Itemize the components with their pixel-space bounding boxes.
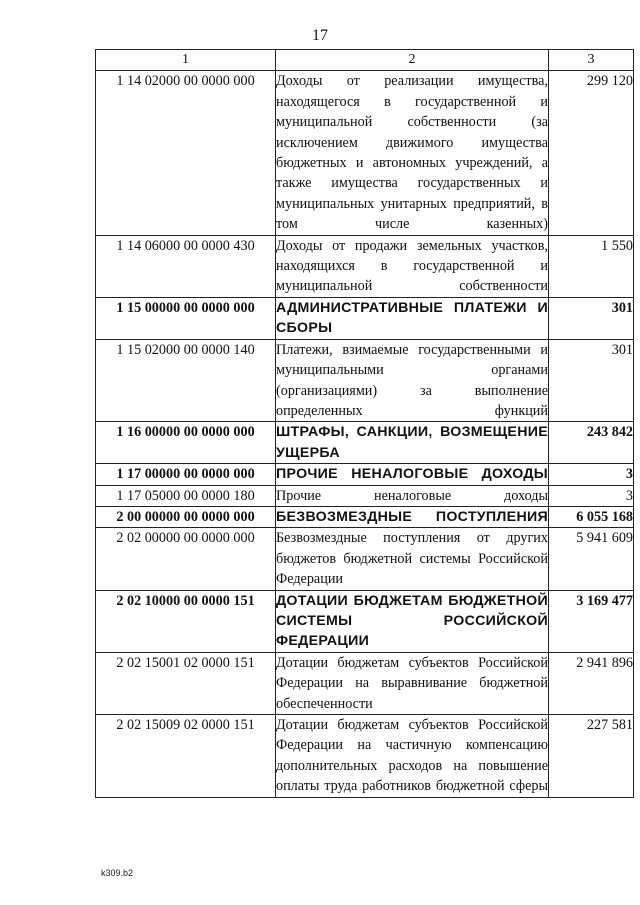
- row-code: 1 15 00000 00 0000 000: [96, 297, 276, 339]
- table-body: [96, 71, 634, 797]
- row-code: 2 02 00000 00 0000 000: [96, 528, 276, 590]
- table-row: [96, 464, 634, 485]
- budget-revenue-table: [95, 49, 634, 798]
- row-amount: 3 169 477: [549, 590, 634, 652]
- row-name: Дотации бюджетам субъектов Российской Федерации на выравнивание бюджетной обеспеченности: [276, 652, 549, 714]
- row-name: Доходы от реализации имущества, находящегося в государственной и муниципальной собственности (за исключением движимого имущества бюджетных и автономных учреждений, а также имущества государственных и муниципальных унитарных предприятий, в том числе казенных): [276, 71, 549, 235]
- column-header-code: 1: [96, 50, 276, 71]
- row-name: БЕЗВОЗМЕЗДНЫЕ ПОСТУПЛЕНИЯ: [276, 506, 549, 527]
- row-code: 1 16 00000 00 0000 000: [96, 422, 276, 464]
- row-amount: 5 941 609: [549, 528, 634, 590]
- row-amount: 1 550: [549, 235, 634, 297]
- table-row: [96, 652, 634, 714]
- page-number: 17: [312, 27, 328, 44]
- row-amount: 2 941 896: [549, 652, 634, 714]
- row-name: Доходы от продажи земельных участков, находящихся в государственной и муниципальной собственности: [276, 235, 549, 297]
- row-amount: 301: [549, 297, 634, 339]
- row-code: 2 02 15001 02 0000 151: [96, 652, 276, 714]
- row-amount: 299 120: [549, 71, 634, 235]
- row-amount: 3: [549, 485, 634, 506]
- row-amount: 243 842: [549, 422, 634, 464]
- row-name: Дотации бюджетам субъектов Российской Федерации на частичную компенсацию дополнительных расходов на повышение оплаты труда работников бюджетной сферы: [276, 715, 549, 798]
- row-code: 1 17 00000 00 0000 000: [96, 464, 276, 485]
- row-code: 2 02 10000 00 0000 151: [96, 590, 276, 652]
- table-row: [96, 590, 634, 652]
- row-amount: 227 581: [549, 715, 634, 798]
- table-row: [96, 339, 634, 422]
- table-row: [96, 715, 634, 798]
- table-header-row: [96, 50, 634, 71]
- table-row: [96, 506, 634, 527]
- row-code: 1 17 05000 00 0000 180: [96, 485, 276, 506]
- row-code: 1 14 02000 00 0000 000: [96, 71, 276, 235]
- row-name: АДМИНИСТРАТИВНЫЕ ПЛАТЕЖИ И СБОРЫ: [276, 297, 549, 339]
- row-code: 1 15 02000 00 0000 140: [96, 339, 276, 422]
- table-row: [96, 235, 634, 297]
- row-name: Платежи, взимаемые государственными и муниципальными органами (организациями) за выполнение определенных функций: [276, 339, 549, 422]
- table-row: [96, 485, 634, 506]
- table-row: [96, 422, 634, 464]
- footer-document-mark: k309.b2: [101, 868, 134, 878]
- table-row: [96, 71, 634, 235]
- row-amount: 301: [549, 339, 634, 422]
- row-code: 2 00 00000 00 0000 000: [96, 506, 276, 527]
- row-code: 2 02 15009 02 0000 151: [96, 715, 276, 798]
- row-name: ПРОЧИЕ НЕНАЛОГОВЫЕ ДОХОДЫ: [276, 464, 549, 485]
- table-row: [96, 528, 634, 590]
- row-name: ДОТАЦИИ БЮДЖЕТАМ БЮДЖЕТНОЙ СИСТЕМЫ РОССИЙСКОЙ ФЕДЕРАЦИИ: [276, 590, 549, 652]
- row-amount: 3: [549, 464, 634, 485]
- column-header-name: 2: [276, 50, 549, 71]
- row-name: Безвозмездные поступления от других бюджетов бюджетной системы Российской Федерации: [276, 528, 549, 590]
- row-code: 1 14 06000 00 0000 430: [96, 235, 276, 297]
- row-amount: 6 055 168: [549, 506, 634, 527]
- row-name: ШТРАФЫ, САНКЦИИ, ВОЗМЕЩЕНИЕ УЩЕРБА: [276, 422, 549, 464]
- column-header-amount: 3: [549, 50, 634, 71]
- table-row: [96, 297, 634, 339]
- row-name: Прочие неналоговые доходы: [276, 485, 549, 506]
